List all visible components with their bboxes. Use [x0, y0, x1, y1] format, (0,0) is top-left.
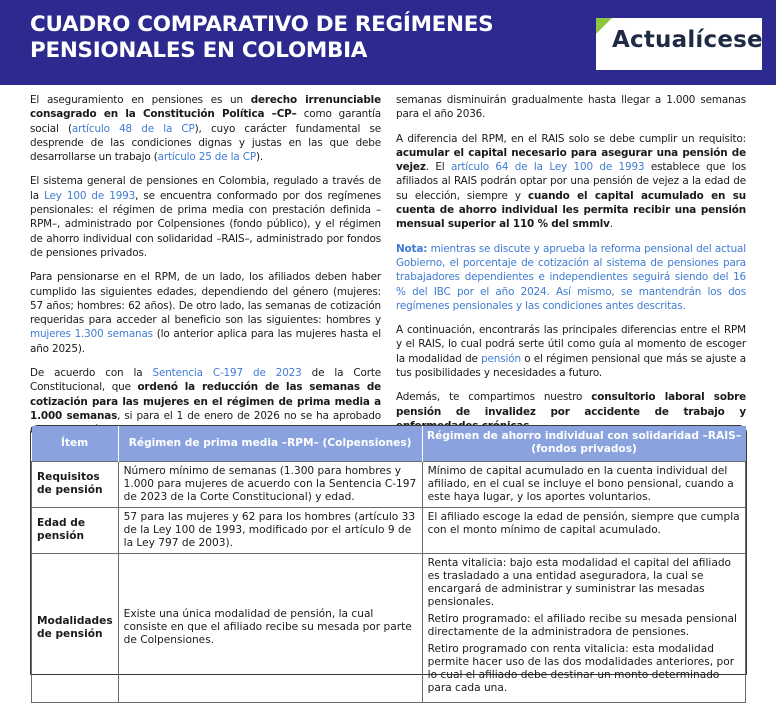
text: El aseguramiento en pensiones es un — [30, 94, 251, 106]
text: o el régimen pensional que más se ajuste a tus posibilidades y necesidades a futuro. — [396, 352, 746, 380]
text: A continuación, encontrarás las principales diferencias entre el RPM y el RAIS, lo cual podrá serte útil como guía al momento de escoger la modalidad de — [396, 324, 746, 365]
header-rpm: Régimen de prima media –RPM– (Colpensiones) — [118, 426, 422, 461]
link-ley-100[interactable]: Ley 100 de 1993 — [44, 189, 136, 202]
rais-modalidad-retiro-renta: Retiro programado con renta vitalicia: esta modalidad permite hacer uso de las dos modalidades anteriores, por lo cual el afiliado debe destinar un monto determinado para cada una. — [427, 642, 735, 694]
table-row — [32, 507, 746, 553]
page-title-line-2: PENSIONALES EN COLOMBIA — [30, 38, 368, 63]
text: (lo anterior aplica para las mujeres hasta el año 2025). — [30, 328, 381, 355]
text: ). — [255, 151, 264, 164]
paragraph-diferencias — [396, 323, 746, 380]
page-title — [30, 12, 590, 64]
row-rpm-cell: Existe una única modalidad de pensión, la cual consiste en que el afiliado recibe su mesada por parte de Colpensiones. — [118, 553, 422, 702]
row-rais-cell: Mínimo de capital acumulado en la cuenta individual del afiliado, en el cual se incluye el bono pensional, cuando a este haya lugar, y los aportes voluntarios. — [422, 461, 745, 507]
table-row — [32, 553, 746, 702]
header-banner — [0, 0, 776, 85]
text: . — [609, 218, 613, 231]
rais-modalidad-retiro-programado: Retiro programado: el afiliado recibe su mesada pensional directamente de la administradora de pensiones. — [427, 612, 737, 638]
link-articulo-48[interactable]: artículo 48 de la CP — [71, 122, 195, 135]
logo-text: Actualícese — [612, 27, 763, 53]
bold-text: derecho irrenunciable consagrado en la Constitución Política –CP– — [30, 94, 381, 121]
text: El sistema general de pensiones en Colombia, regulado a través de la — [30, 175, 381, 202]
text: de la Corte Constitucional, que — [30, 367, 382, 394]
text: establece que los afiliados al RAIS podrán optar por una pensión de vejez a la edad de su elección, siempre y — [396, 161, 746, 202]
text: como garantía social ( — [30, 108, 381, 135]
paragraph-rpm — [30, 270, 381, 356]
text: Para pensionarse en el RPM, de un lado, los afiliados deben haber cumplido las siguientes edades, dependiendo del género (mujeres: 57 años; hombres: 62 años). De otro lado, las semanas de cotización requeridas para acceder al beneficio son las siguientes: hombres y — [30, 271, 381, 327]
paragraph-sistema — [30, 174, 381, 260]
link-articulo-64[interactable]: artículo 64 de la Ley 100 de 1993 — [450, 161, 645, 174]
actualicese-logo[interactable] — [596, 18, 762, 70]
paragraph-intro — [30, 93, 381, 164]
header-rais: Régimen de ahorro individual con solidaridad –RAIS– (fondos privados) — [422, 426, 745, 461]
left-column — [30, 93, 381, 448]
row-rais-cell — [422, 553, 745, 702]
logo-triangle-icon — [596, 18, 612, 34]
note-text: mientras se discute y aprueba la reforma pensional del actual Gobierno, el porcentaje de cotización al sistema de pensiones para trabajadores dependientes e independientes seguirá siendo del 16 % del IBC por el año 2024. Así mismo, se mantendrán los dos regímenes pensionales y las condiciones antes descritas. — [396, 242, 746, 312]
bold-text: ordenó la reducción de las semanas de cotización para las mujeres en el régimen de prima media a 1.000 semanas — [30, 381, 382, 422]
link-sentencia-c197[interactable]: Sentencia C-197 de 2023 — [152, 367, 302, 380]
link-articulo-25[interactable]: artículo 25 de la CP — [157, 151, 256, 164]
row-rpm-cell: Número mínimo de semanas (1.300 para hombres y 1.000 para mujeres de acuerdo con la Sentencia C-197 de 2023 de la Corte Constitucional) y edad. — [118, 461, 422, 507]
table-row — [32, 461, 746, 507]
comparison-table — [30, 425, 747, 694]
comparison-table-grid — [31, 426, 746, 703]
link-pension[interactable]: pensión — [481, 352, 521, 365]
row-item-label: Requisitos de pensión — [32, 461, 119, 507]
text: A diferencia del RPM, en el RAIS solo se debe cumplir un requisito: — [396, 132, 746, 145]
page-title-line-1: CUADRO COMPARATIVO DE REGÍMENES — [30, 12, 494, 37]
paragraph-rais — [396, 132, 746, 232]
note-label: Nota: — [396, 242, 428, 255]
text: ), cuyo carácter fundamental se desprende de las condiciones dignas y justas en las que debe desarrollarse un trabajo ( — [30, 122, 381, 164]
row-rais-cell: El afiliado escoge la edad de pensión, siempre que cumpla con el monto mínimo de capital acumulado. — [422, 507, 745, 553]
row-item-label: Edad de pensión — [32, 507, 119, 553]
text: Además, te compartimos nuestro — [396, 391, 592, 404]
bold-text: acumular el capital necesario para asegurar una pensión de vejez — [396, 146, 746, 174]
row-rpm-cell: 57 para las mujeres y 62 para los hombres (artículo 33 de la Ley 100 de 1993, modificado por el artículo 9 de la Ley 797 de 2003). — [118, 507, 422, 553]
text: , si para el 1 de enero de 2026 no se ha aprobado — [117, 409, 381, 422]
bold-text: cuando el capital acumulado en su cuenta de ahorro individual les permita recibir una pensión mensual superior al 110 % del smmlv — [396, 189, 746, 231]
text: . El — [425, 161, 451, 174]
header-item: Ítem — [32, 426, 119, 461]
rais-modalidad-renta-vitalicia: Renta vitalicia: bajo esta modalidad el capital del afiliado es trasladado a una entidad aseguradora, la cual se encargará de administrar y suministrar las mesadas pensionales. — [427, 556, 732, 608]
paragraph-continuation: semanas disminuirán gradualmente hasta llegar a 1.000 semanas para el año 2036. — [396, 94, 746, 121]
row-item-label: Modalidades de pensión — [32, 553, 119, 702]
text: De acuerdo con la — [30, 367, 153, 380]
link-mujeres-semanas[interactable]: mujeres 1.300 semanas — [30, 328, 153, 341]
right-column — [396, 93, 746, 443]
table-header-row — [32, 426, 746, 461]
bold-text: consultorio laboral sobre pensión de invalidez por accidente de trabajo y — [396, 391, 746, 418]
note-paragraph — [396, 242, 746, 313]
text: , se encuentra conformado por dos regímenes pensionales: el régimen de prima media con prestación definida –RPM–, administrado por Colpensiones (fondo público), y el régimen de ahorro individual con solidaridad –RAIS–, administrado por fondos de pensiones privados. — [30, 189, 382, 259]
